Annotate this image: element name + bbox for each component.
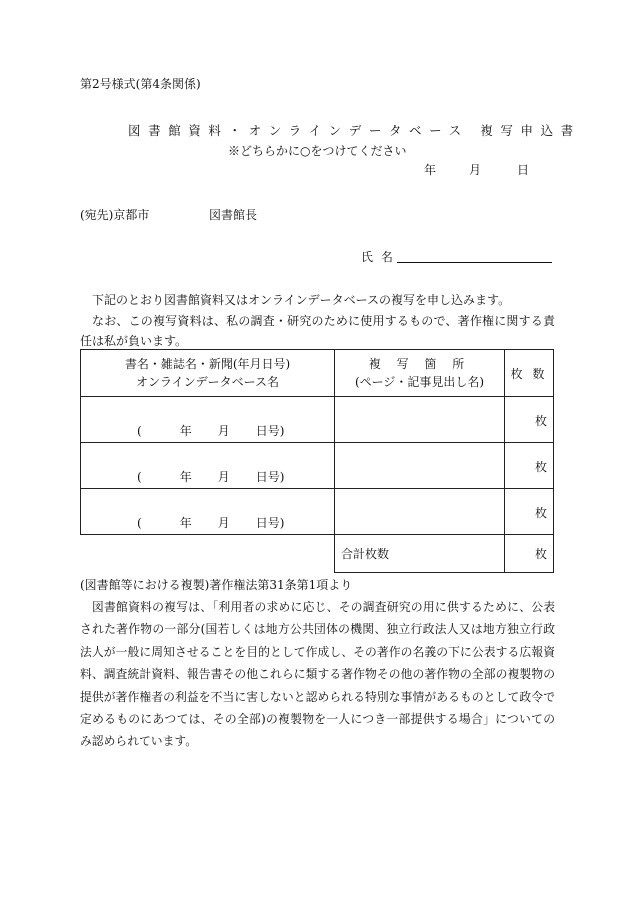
header-pages-line2: (ページ・記事見出し名) (354, 375, 485, 389)
paren-open: ( (137, 516, 142, 530)
law-body: 図書館資料の複写は、「利用者の求めに応じ、その調査研究の用に供するために、公表された著作物の一部分(国若しくは地方公共団体の機関、独立行政法人又は地方独立行政法人が一般に周知させることを目的として作成し、その著作の名義の下に公表する広報資料、調査統計資料、報告書その他これらに類する著作物その他の著作物の全部の複製物の提供が著作権者の利益を不当に害しないと認められる特別な事情があるものとして政令で定めるものにあつては、その全部)の複製物を一人につき一部提供する場合」についてのみ認められています。 (80, 600, 555, 749)
day-label: 日号) (255, 424, 285, 438)
count-unit: 枚 (534, 506, 547, 520)
count-unit: 枚 (534, 460, 547, 474)
day-label: 日号) (255, 470, 285, 484)
total-row (81, 535, 554, 573)
month-label: 月 (217, 424, 230, 438)
table-row (81, 489, 554, 535)
intro-line2: なお、この複写資料は、私の調査・研究のために使用するもので、著作権に関する責任は私が負います。 (80, 314, 555, 348)
header-source (81, 350, 335, 397)
year-label: 年 (179, 516, 192, 530)
table-header-row (81, 350, 554, 397)
month-label: 月 (217, 516, 230, 530)
total-label-cell (335, 535, 505, 573)
form-number: 第2号様式(第4条関係) (80, 77, 201, 91)
pages-cell[interactable] (335, 489, 505, 535)
header-pages-line1: 複 写 箇 所 (368, 357, 471, 371)
pages-cell[interactable] (335, 397, 505, 443)
header-source-line2: オンラインデータベース名 (135, 375, 280, 389)
table-row (81, 397, 554, 443)
header-count (505, 350, 554, 397)
addressee-prefix: (宛先)京都市 (80, 208, 150, 222)
header-count-label: 枚 数 (510, 366, 548, 381)
year-label: 年 (179, 470, 192, 484)
law-heading: (図書館等における複製)著作権法第31条第1項より (80, 578, 353, 592)
total-unit: 枚 (534, 547, 547, 561)
date-year-label: 年 (424, 163, 437, 177)
signature-label: 氏 名 (361, 250, 395, 264)
paren-open: ( (137, 424, 142, 438)
request-table (80, 349, 554, 573)
intro-line1: 下記のとおり図書館資料又はオンラインデータベースの複写を申し込みます。 (92, 293, 511, 307)
table-row (81, 443, 554, 489)
count-cell[interactable] (505, 397, 554, 443)
header-source-line1: 書名・雑誌名・新聞(年月日号) (124, 357, 291, 371)
count-unit: 枚 (534, 414, 547, 428)
addressee-suffix: 図書館長 (209, 208, 258, 222)
date-day-label: 日 (517, 163, 530, 177)
total-label: 合計枚数 (341, 547, 390, 561)
source-cell[interactable] (81, 397, 335, 443)
date-month-label: 月 (469, 163, 482, 177)
total-spacer (81, 535, 335, 573)
count-cell[interactable] (505, 443, 554, 489)
source-cell[interactable] (81, 443, 335, 489)
form-title: 図書館資料・オンラインデータベース 複写申込書 (128, 123, 581, 138)
month-label: 月 (217, 470, 230, 484)
total-count-cell[interactable] (505, 535, 554, 573)
count-cell[interactable] (505, 489, 554, 535)
day-label: 日号) (255, 516, 285, 530)
year-label: 年 (179, 424, 192, 438)
title-note: ※どちらかに○をつけてください (228, 144, 407, 158)
signature-line[interactable] (397, 262, 552, 263)
header-pages (335, 350, 505, 397)
source-cell[interactable] (81, 489, 335, 535)
paren-open: ( (137, 470, 142, 484)
pages-cell[interactable] (335, 443, 505, 489)
